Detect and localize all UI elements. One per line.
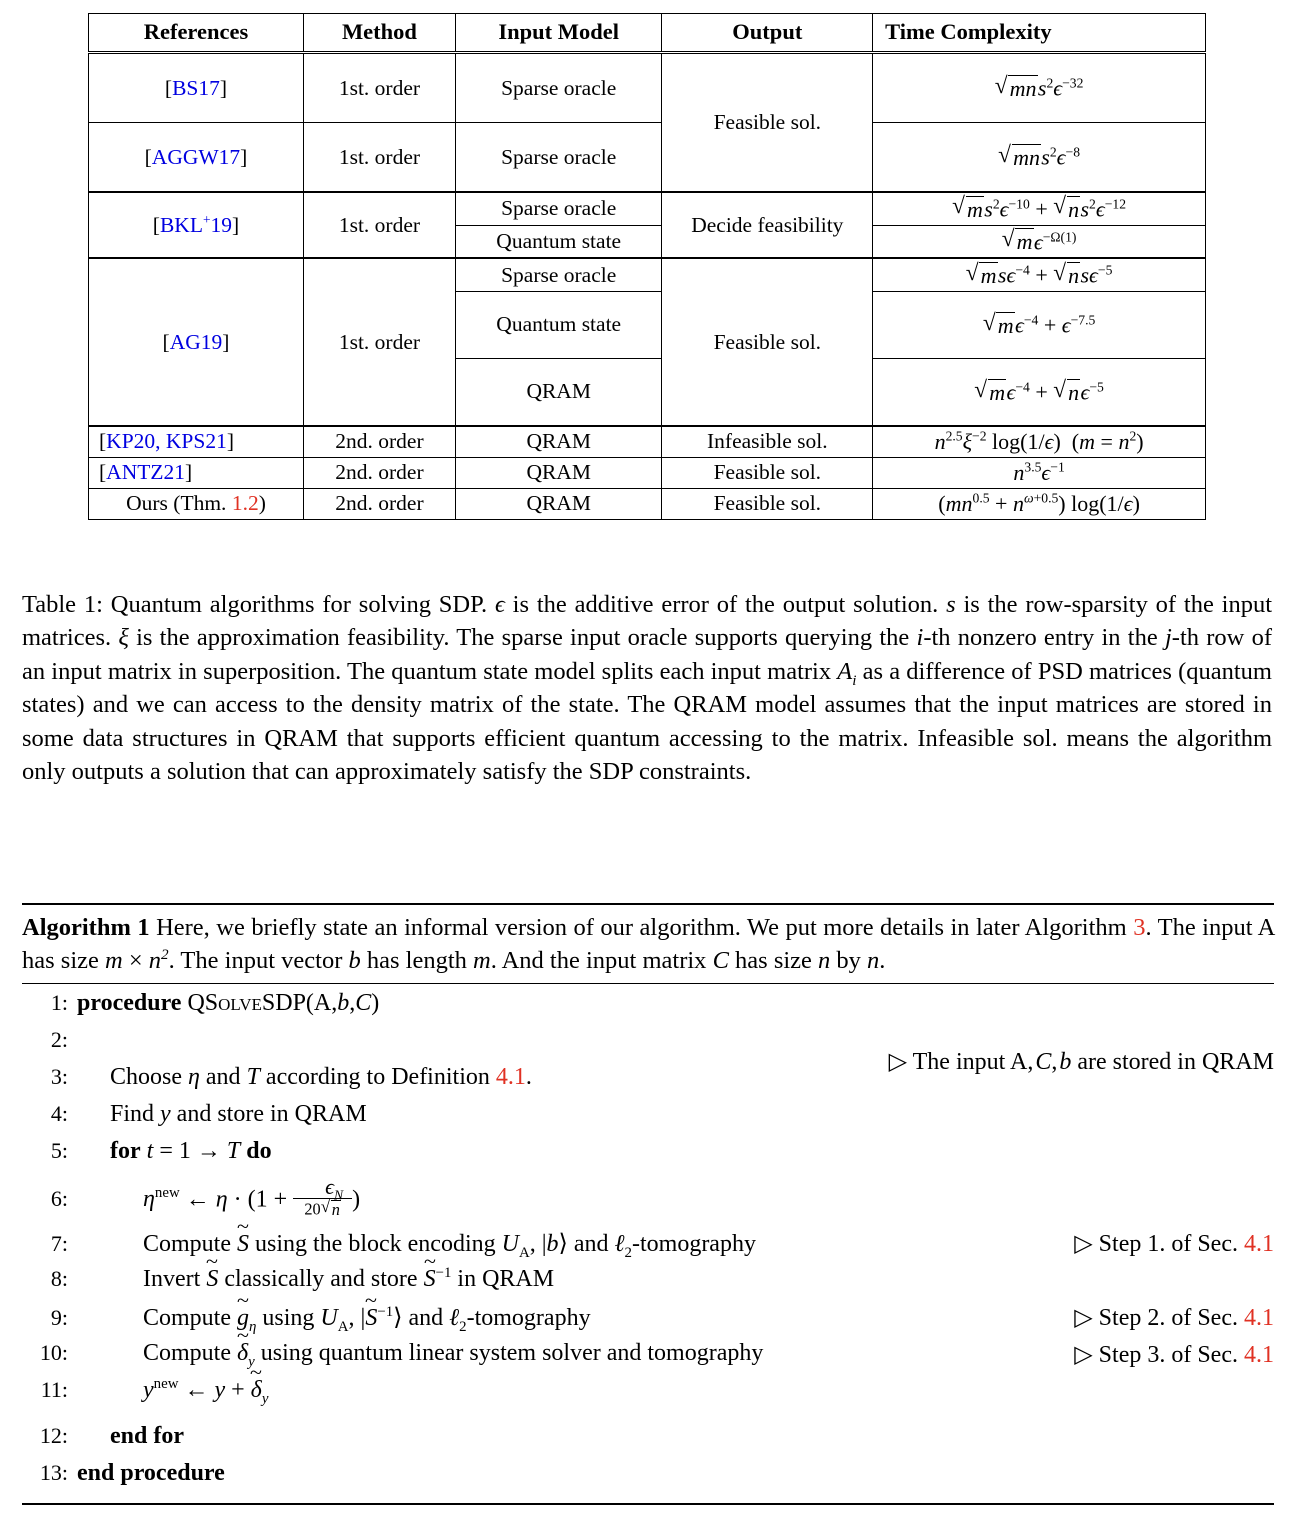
column-header-references: References — [89, 14, 304, 53]
cell-time-complexity: $(mn^{0.5} + n^{\omega+0.5})$ log(1/ϵ) — [873, 488, 1206, 519]
section-link-4-1[interactable]: 4.1 — [1244, 1341, 1274, 1368]
line-content — [77, 1423, 1274, 1450]
keyword-procedure: procedure — [77, 989, 182, 1016]
algorithm-head-text-9: . — [879, 947, 886, 975]
symbol-u-a: $U_A$ — [320, 1304, 349, 1335]
symbol-T: T — [246, 1063, 260, 1090]
cell-method: 2nd. order — [303, 426, 455, 458]
cell-time-complexity: √ $m\epsilon^{-4} + \epsilon^{-7.5}$ — [873, 291, 1206, 358]
cell-reference: [AGGW17] — [89, 123, 304, 193]
line-number: 2: — [50, 1026, 68, 1052]
algorithm-line — [22, 1340, 1274, 1377]
line-content — [77, 1101, 1274, 1128]
table-row — [89, 53, 1206, 123]
cell-method: 2nd. order — [303, 457, 455, 488]
table-row — [89, 488, 1206, 519]
line-number: 1: — [50, 989, 68, 1015]
column-header-time-complexity: Time Complexity — [873, 14, 1206, 53]
citation-link-bs17[interactable]: BS17 — [172, 75, 220, 100]
algorithm-line — [22, 990, 1274, 1027]
caption-text-3: is the row-sparsity of the input matrices. — [22, 591, 1273, 652]
table-row — [89, 192, 1206, 225]
cell-time-complexity: √ $m\epsilon^{-\Omega(1)}$ — [873, 225, 1206, 258]
table-caption — [22, 588, 1272, 788]
algorithm-line — [22, 1266, 1274, 1303]
procedure-name: QSolveSDP — [187, 989, 306, 1016]
line-number: 12: — [39, 1422, 68, 1448]
symbol-u-a: $U_A$ — [501, 1230, 530, 1261]
section-link-4-1[interactable]: 4.1 — [1244, 1304, 1274, 1331]
line3-text-b: and — [199, 1063, 247, 1090]
caption-text-6: -th row of an input matrix in superposition. The quantum state model splits each input matrix — [22, 624, 1272, 685]
line8-text-c: in QRAM — [451, 1265, 555, 1292]
line-content — [77, 1460, 1274, 1487]
line-content: Compute g $\sim_\eta$ using $U_A$, |S ~$^{-1}$⟩ and ℓ$_2$-tomography ▷ Step 2. of Sec. 4.1 — [77, 1303, 1274, 1332]
line7-text-c: , | — [529, 1230, 547, 1257]
cell-input-model: Quantum state — [455, 291, 662, 358]
line7-text-e: -tomography — [631, 1230, 756, 1257]
assign-arrow: ← — [184, 1376, 209, 1403]
symbol-s-tilde-inverse: S ~ — [424, 1266, 436, 1293]
line-comment: ▷ Step 2. of Sec. 4.1 — [1074, 1304, 1274, 1331]
column-header-method: Method — [303, 14, 455, 53]
algorithm-title: Algorithm 1 — [22, 914, 150, 941]
line8-text-b: classically and store — [218, 1265, 424, 1292]
symbol-eta-new: $\eta^{new}$ — [143, 1185, 180, 1213]
algorithm-head-text-6: . And the input matrix — [490, 947, 713, 975]
line-number: 6: — [50, 1186, 68, 1212]
symbol-m: m — [105, 947, 123, 975]
line10-text-b: using quantum linear system solver and tomography — [254, 1339, 764, 1366]
cell-time-complexity: $n^{3.5}\epsilon^{-1}$ — [873, 457, 1206, 488]
symbol-s-tilde-inverse-ket: S ~ — [365, 1305, 377, 1332]
symbol-ell-2: ℓ$_2$ — [614, 1230, 632, 1261]
caption-text-4: is the approximation feasibility. The sparse input oracle supports querying the — [128, 624, 917, 652]
algorithm-head-text-7: has size — [728, 947, 819, 975]
cell-method: 1st. order — [303, 192, 455, 258]
table-row — [89, 258, 1206, 291]
algorithm-head-times: × — [122, 947, 149, 975]
cell-output: Decide feasibility — [662, 192, 873, 258]
cell-input-model: Sparse oracle — [455, 53, 662, 123]
symbol-g-eta-tilde: g $\sim_\eta$ — [237, 1305, 256, 1331]
cell-output: Feasible sol. — [662, 488, 873, 519]
line-number: 7: — [50, 1230, 68, 1256]
cell-reference-ours — [89, 488, 304, 519]
line-content — [77, 1064, 1274, 1091]
section-link-4-1[interactable]: 4.1 — [1244, 1230, 1274, 1257]
algorithm-block — [22, 903, 1274, 1505]
algorithm-line — [22, 1303, 1274, 1340]
cell-reference: [AG19] — [89, 258, 304, 426]
symbol-n-2: n — [818, 947, 831, 975]
cell-method: 2nd. order — [303, 488, 455, 519]
column-header-output: Output — [662, 14, 873, 53]
line-comment: ▷ Step 3. of Sec. 4.1 — [1074, 1341, 1274, 1368]
cell-input-model: QRAM — [455, 358, 662, 426]
line-comment: ▷ The input A, C, b are stored in QRAM — [888, 1048, 1274, 1075]
line-content: procedure QSolveSDP(A,b,C) — [77, 989, 380, 1016]
algorithm-head-text-2: . The input — [1145, 914, 1258, 941]
symbol-y-new: $y^{new}$ — [143, 1375, 179, 1403]
cell-input-model: QRAM — [455, 426, 662, 458]
line9-text-b: using — [256, 1304, 321, 1331]
table-row — [89, 457, 1206, 488]
symbol-input-a: A — [1257, 914, 1275, 941]
cell-time-complexity: √ $mns^2\epsilon^{-32}$ — [873, 53, 1206, 123]
cell-time-complexity: $n^{2.5}\xi^{-2}$ log(1/ϵ) $(m = n^2)$ — [873, 426, 1206, 458]
caption-text-2: is the additive error of the output solution. — [504, 591, 947, 618]
line3-text-d: . — [525, 1063, 532, 1090]
keyword-end-procedure: end procedure — [77, 1459, 225, 1486]
line3-text-a: Choose — [110, 1063, 188, 1090]
cell-output: Feasible sol. — [662, 53, 873, 193]
ours-suffix: ) — [258, 491, 266, 516]
algorithm-bottom-rule — [22, 1503, 1274, 1505]
line9-text-c: -tomography — [466, 1304, 591, 1331]
symbol-j: j — [1164, 624, 1172, 652]
comparison-table — [88, 13, 1206, 520]
cell-output: Infeasible sol. — [662, 426, 873, 458]
algorithm-head-text-3: has size — [22, 947, 105, 975]
citation-link-kp20-kps21[interactable]: KP20, KPS21 — [106, 429, 227, 454]
cell-input-model: Sparse oracle — [455, 123, 662, 193]
symbol-n-squared: $n^2$ — [148, 946, 169, 975]
cell-method: 1st. order — [303, 123, 455, 193]
line7-text-b: using the block encoding — [249, 1230, 502, 1257]
column-header-input-model: Input Model — [455, 14, 662, 53]
assign-arrow: ← — [185, 1186, 210, 1213]
cell-reference: [ANTZ21] — [89, 457, 304, 488]
symbol-n-3: n — [867, 947, 880, 975]
symbol-delta-y-tilde: δ $\sim_y$ — [251, 1377, 269, 1403]
cell-input-model: Sparse oracle — [455, 258, 662, 291]
line-content: Invert S ~ classically and store S ~$^{-1}$ in QRAM — [77, 1266, 1274, 1293]
symbol-eta-2: η — [215, 1186, 228, 1213]
line-number: 8: — [50, 1265, 68, 1291]
caption-label: Table 1: — [22, 591, 103, 618]
algorithm-head-text-4: . The input vector — [168, 947, 349, 975]
algorithm-body — [22, 984, 1274, 1503]
cell-output: Feasible sol. — [662, 258, 873, 426]
line10-text-a: Compute — [143, 1339, 237, 1366]
algorithm-line — [22, 1101, 1274, 1138]
cell-time-complexity: √ $m\epsilon^{-4}$ + √ $n\epsilon^{-5}$ — [873, 358, 1206, 426]
line4-text-b: and store in QRAM — [170, 1100, 367, 1127]
line-number: 11: — [40, 1376, 68, 1402]
table-header-row — [89, 14, 1206, 53]
definition-link-4-1[interactable]: 4.1 — [495, 1063, 526, 1090]
cell-reference: [KP20, KPS21] — [89, 426, 304, 458]
line7-text-d: ⟩ and — [558, 1230, 615, 1257]
citation-link-ag19[interactable]: AG19 — [169, 329, 223, 354]
symbol-y-2: y — [214, 1376, 226, 1403]
cell-output: Feasible sol. — [662, 457, 873, 488]
line-content: $y^{new}$ ← y + δ $\sim_y$ — [77, 1377, 1274, 1404]
line7-text-a: Compute — [143, 1230, 237, 1257]
table-row — [89, 123, 1206, 193]
ours-label: Ours (Thm. — [126, 491, 232, 516]
algorithm-header — [22, 905, 1274, 983]
algorithm-head-text-5: has length — [360, 947, 474, 975]
keyword-end-for: end for — [110, 1422, 184, 1449]
line-number: 4: — [50, 1100, 68, 1126]
cell-input-model: Quantum state — [455, 225, 662, 258]
symbol-b: b — [348, 947, 361, 975]
algorithm-line — [22, 1064, 1274, 1101]
line4-text-a: Find — [110, 1100, 161, 1127]
line9-text-a: Compute — [143, 1304, 237, 1331]
algorithm-line — [22, 1175, 1274, 1229]
line8-text-a: Invert — [143, 1265, 207, 1292]
caption-text-5: -th nonzero entry in the — [923, 624, 1165, 652]
fraction-eps-n-over-20-sqrt-n: $\frac{\epsilon_N}{20 √ n}$ — [293, 1175, 352, 1218]
citation-link-bkl19[interactable]: BKL+19 — [159, 211, 232, 237]
symbol-y: y — [160, 1100, 171, 1127]
algorithm-line — [22, 1138, 1274, 1175]
line-content: $\eta^{new}$ ← η · (1 + $\frac{\epsilon_N}{20 √ n}$ ) — [77, 1175, 1274, 1218]
cell-reference: [BS17] — [89, 53, 304, 123]
symbol-matrix-a: $A_i$ — [837, 657, 857, 689]
cell-input-model: Sparse oracle — [455, 192, 662, 225]
symbol-eta: η — [188, 1063, 200, 1090]
algorithm-line — [22, 1460, 1274, 1497]
caption-text-7: as a difference of PSD matrices (quantum states) and we can access to the density matrix of the state. The QRAM model assumes that the input matrices are stored in some data structures in QRAM that supports efficient quantum accessing to the matrix. Infeasible sol. means the algorithm only outputs a solution that can approximately satisfy the SDP constraints. — [22, 657, 1272, 786]
table-1-container — [88, 13, 1206, 520]
citation-link-aggw17[interactable]: AGGW17 — [151, 144, 241, 169]
cell-method: 1st. order — [303, 258, 455, 426]
cell-reference: [BKL+19] — [89, 192, 304, 258]
keyword-for: for — [110, 1137, 141, 1164]
citation-link-antz21[interactable]: ANTZ21 — [106, 460, 185, 485]
symbol-s-tilde: S ~ — [206, 1266, 218, 1293]
line-number: 3: — [50, 1063, 68, 1089]
symbol-epsilon: ϵ — [494, 591, 505, 618]
symbol-m-2: m — [473, 947, 491, 975]
algorithm-link-3[interactable]: 3 — [1133, 914, 1146, 941]
cell-time-complexity: √ $mns^2\epsilon^{-8}$ — [873, 123, 1206, 193]
algorithm-head-text-8: by — [830, 947, 868, 975]
cell-time-complexity: √ msϵ$^{-4}$ + √ nsϵ$^{-5}$ — [873, 258, 1206, 291]
keyword-do: do — [246, 1137, 272, 1164]
symbol-i: i — [916, 624, 924, 652]
cell-time-complexity: √ $ms^2\epsilon^{-10}$ + √ $ns^2\epsilon^{-12}$ — [873, 192, 1206, 225]
algorithm-head-text-1: Here, we briefly state an informal version of our algorithm. We put more details in later Algorithm — [149, 914, 1134, 941]
line-number: 9: — [50, 1304, 68, 1330]
symbol-s-tilde: S ~ — [237, 1231, 249, 1258]
line3-text-c: according to Definition — [259, 1063, 496, 1090]
line-content: for t = 1 → T do — [110, 1137, 272, 1164]
theorem-link-1-2[interactable]: 1.2 — [231, 491, 259, 516]
line-comment: ▷ Step 1. of Sec. 4.1 — [1074, 1230, 1274, 1257]
algorithm-line — [22, 1377, 1274, 1423]
symbol-xi: ξ — [118, 624, 129, 652]
algorithm-line — [22, 1423, 1274, 1460]
symbol-ell-2: ℓ$_2$ — [449, 1304, 467, 1335]
symbol-b-ket: b — [546, 1230, 559, 1257]
cell-input-model: QRAM — [455, 457, 662, 488]
algorithm-line — [22, 1026, 1274, 1075]
cell-method: 1st. order — [303, 53, 455, 123]
line-number: 13: — [39, 1459, 68, 1485]
symbol-c: C — [712, 947, 729, 975]
table-row — [89, 426, 1206, 458]
line-number: 10: — [39, 1339, 68, 1365]
cell-input-model: QRAM — [455, 488, 662, 519]
line-number: 5: — [50, 1137, 68, 1163]
symbol-delta-y-tilde: δ $\sim_y$ — [237, 1340, 255, 1366]
symbol-s: s — [946, 591, 956, 618]
caption-text-1: Quantum algorithms for solving SDP. — [102, 591, 495, 618]
line-content — [77, 1229, 1274, 1261]
